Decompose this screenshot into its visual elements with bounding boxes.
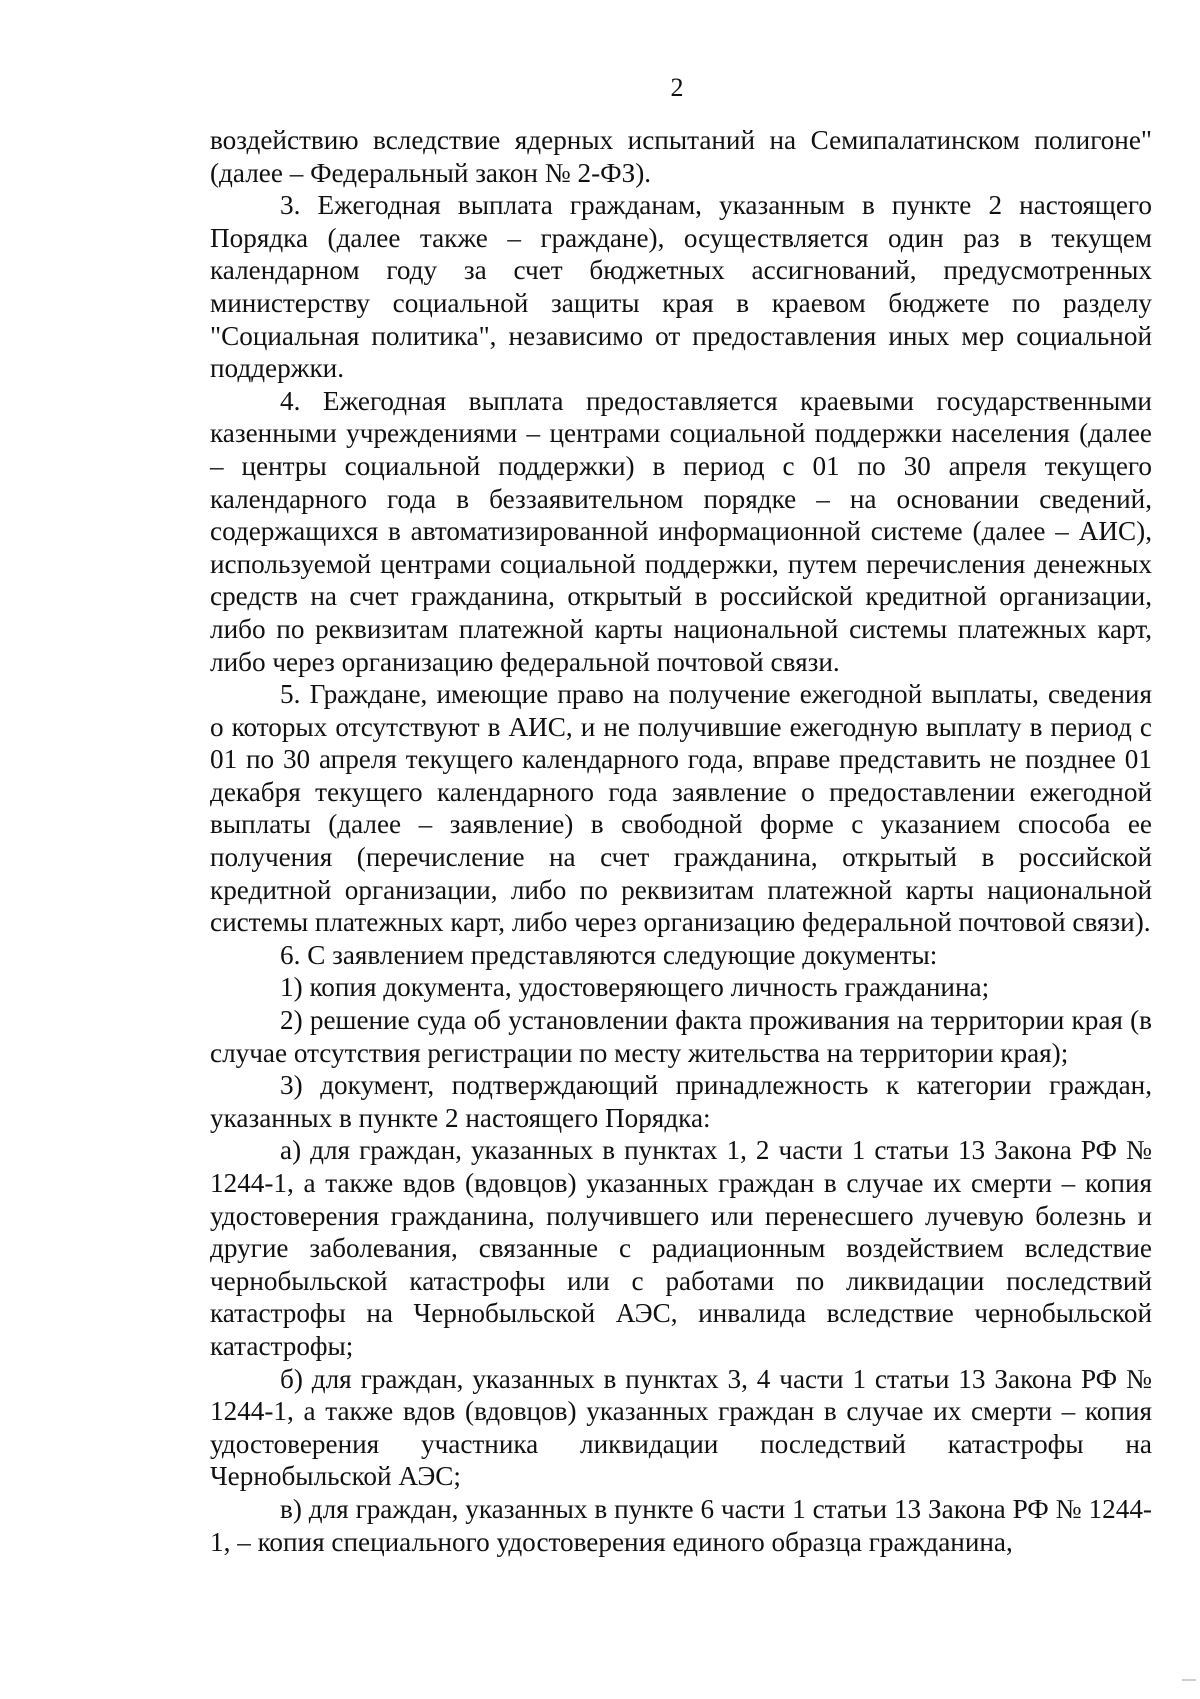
subitem-3: 3) документ, подтверждающий принадлежность к категории граждан, указанных в пункте 2 настоящего Порядка: [210,1070,1152,1133]
subitem-b: б) для граждан, указанных в пунктах 3, 4 части 1 статьи 13 Закона РФ № 1244-1, а также вдов (вдовцов) указанных граждан в случае их смерти – копия удостоверения участника ликвидации последствий катастрофы на Чернобыльской АЭС; [210,1363,1152,1492]
subitem-a: а) для граждан, указанных в пунктах 1, 2 части 1 статьи 13 Закона РФ № 1244-1, а также вдов (вдовцов) указанных граждан в случае их смерти – копия удостоверения гражданина, получившего или перенесшего лучевую болезнь и другие заболевания, связанные с радиационным воздействием вследствие чернобыльской катастрофы или с работами по ликвидации последствий катастрофы на Чернобыльской АЭС, инвалида вследствие чернобыльской катастрофы; [210,1135,1152,1361]
subitem-1: 1) копия документа, удостоверяющего личность гражданина; [280,972,990,1003]
paragraph-item-5: 5. Граждане, имеющие право на получение ежегодной выплаты, сведения о которых отсутствуют в АИС, и не получившие ежегодную выплату в период с 01 по 30 апреля текущего календарного года, вправе представить не позднее 01 декабря текущего календарного года заявление о предоставлении ежегодной выплаты (далее – заявление) в свободной форме с указанием способа ее получения (перечисление на счет гражданина, открытый в российской кредитной организации, либо по реквизитам платежной карты национальной системы платежных карт, либо через организацию федеральной почтовой связи). [210,679,1152,938]
subitem-v: в) для граждан, указанных в пункте 6 части 1 статьи 13 Закона РФ № 1244-1, – копия специального удостоверения единого образца гражданина, [210,1493,1152,1557]
document-body [210,124,1152,1558]
paragraph-item-3: 3. Ежегодная выплата гражданам, указанным в пункте 2 настоящего Порядка (далее также – граждане), осуществляется один раз в текущем календарном году за счет бюджетных ассигнований, предусмотренных министерству социальной защиты края в краевом бюджете по разделу "Социальная политика", независимо от предоставления иных мер социальной поддержки. [210,190,1152,384]
paragraph-continuation: воздействию вследствие ядерных испытаний на Семипалатинском полигоне" (далее – Федеральный закон № 2-ФЗ). [210,125,1152,188]
scan-edge-mark [1182,1679,1196,1681]
subitem-2: 2) решение суда об установлении факта проживания на территории края (в случае отсутствия регистрации по месту жительства на территории края); [210,1005,1152,1068]
paragraph-item-6: 6. С заявлением представляются следующие документы: [280,939,938,970]
paragraph-item-4: 4. Ежегодная выплата предоставляется краевыми государственными казенными учреждениями – центрами социальной поддержки населения (далее – центры социальной поддержки) в период с 01 по 30 апреля текущего календарного года в беззаявительном порядке – на основании сведений, содержащихся в автоматизированной информационной системе (далее – АИС), используемой центрами социальной поддержки, путем перечисления денежных средств на счет гражданина, открытый в российской кредитной организации, либо по реквизитам платежной карты национальной системы платежных карт, либо через организацию федеральной почтовой связи. [210,385,1152,677]
page-number: 2 [670,73,684,102]
